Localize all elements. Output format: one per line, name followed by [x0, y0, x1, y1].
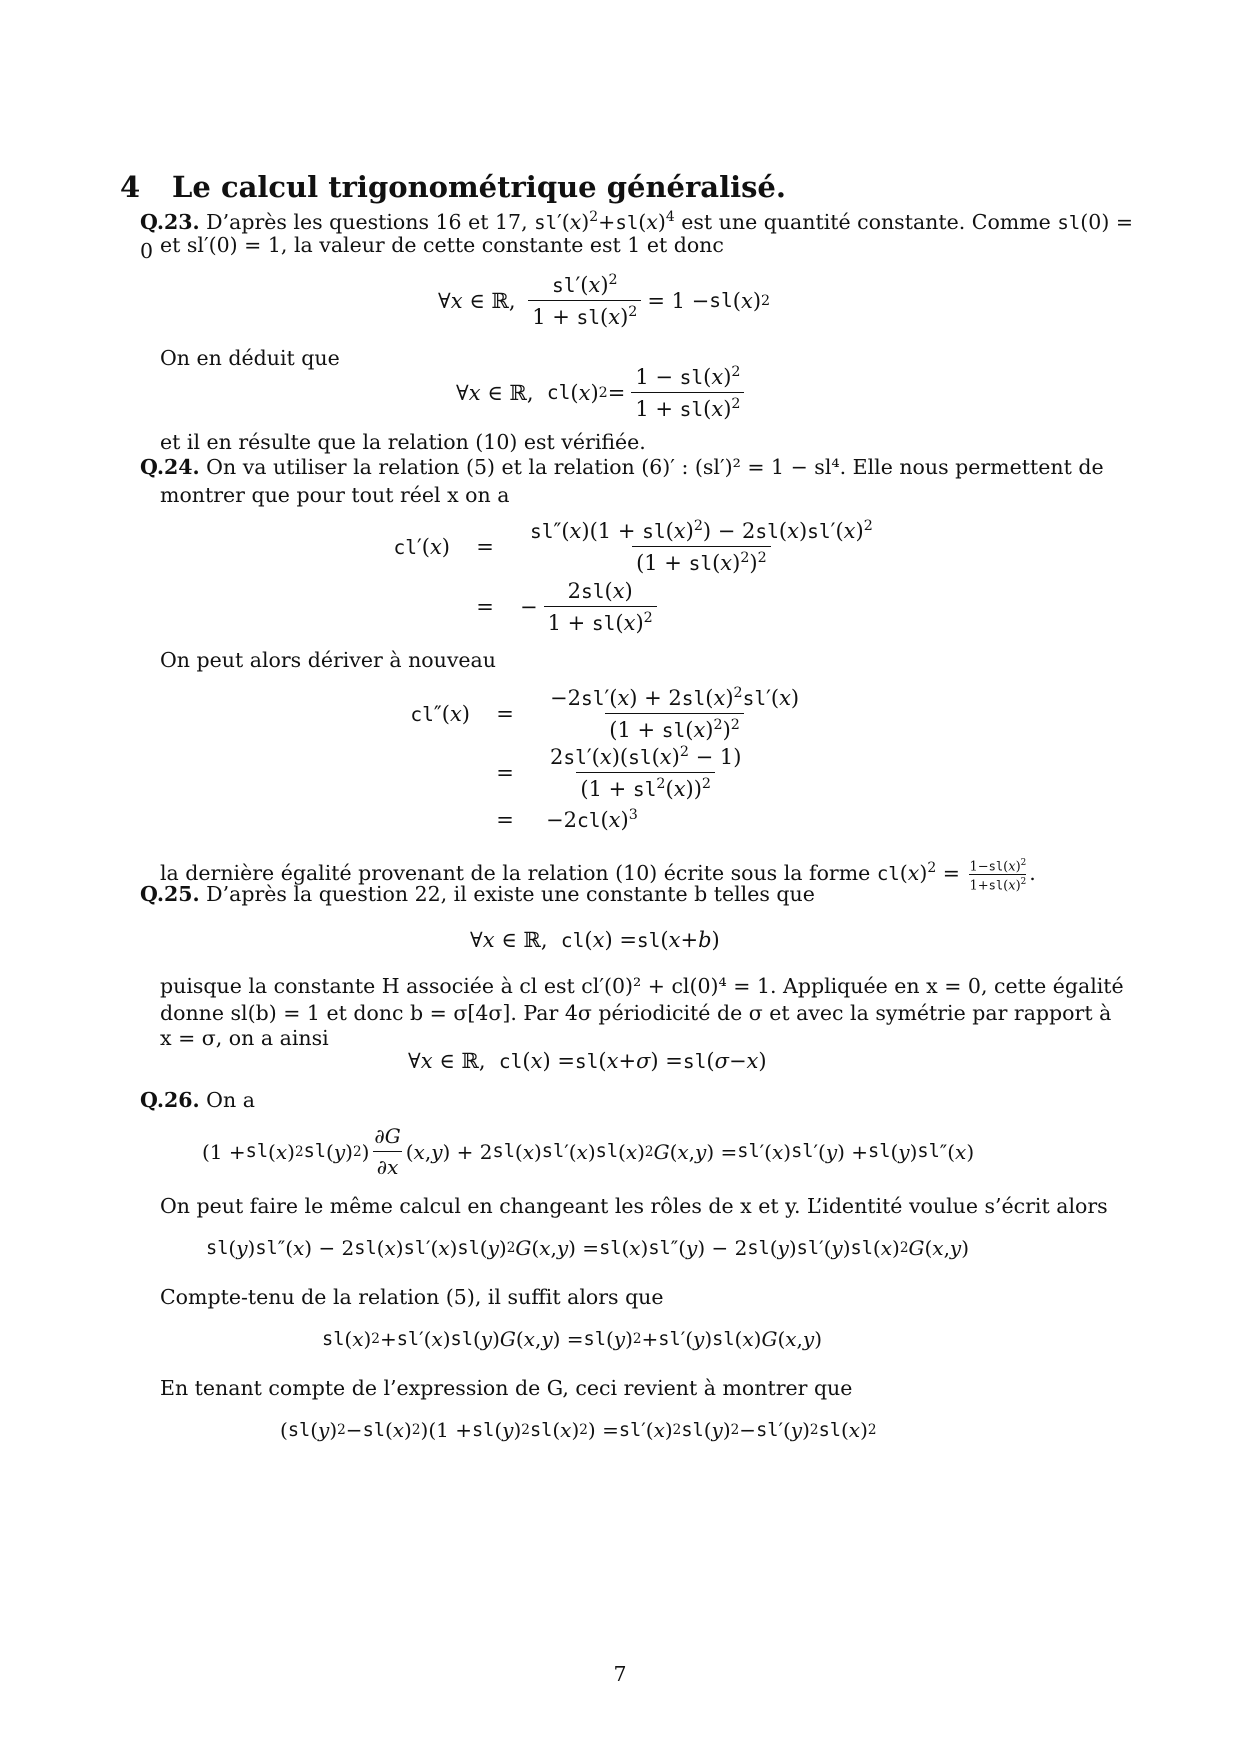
q26-p3: En tenant compte de l’expression de G, ceci revient à montrer que — [160, 1376, 853, 1400]
q23-intro-a: D’après les questions 16 et 17, — [206, 209, 528, 234]
q23-line2: et sl′(0) = 1, la valeur de cette constante est 1 et donc — [160, 233, 724, 257]
q26-eq3: sl ( x ) 2 + sl ′( x ) sl ( y ) G ( x , y ) = sl ( y ) 2 + sl ′( y ) sl ( x ) G ( x , y ) — [322, 1327, 823, 1351]
q24-last: la dernière égalité provenant de la relation (10) écrite sous la forme $cl(x)^2$ = $\frac{1-sl(x)^2}{1+sl(x)^2}$ . — [160, 857, 1036, 894]
q24-intro: On va utiliser la relation (5) et la relation (6)′ : (sl′)² = 1 − sl⁴. Elle nous permettent de — [206, 455, 1104, 479]
q26-p1: On peut faire le même calcul en changeant les rôles de x et y. L’identité voulue s’écrit alors — [160, 1194, 1108, 1218]
q24-derive: On peut alors dériver à nouveau — [160, 648, 496, 672]
q26-eq4: ( sl ( y ) 2 − sl ( x ) 2 )(1 + sl ( y ) 2 sl ( x ) 2 ) = sl ′( x ) 2 sl ( y ) 2 − sl ′( y ) 2 sl ( x ) 2 — [280, 1418, 877, 1442]
q24-paragraph — [140, 453, 1140, 481]
page-number: 7 — [613, 1662, 627, 1686]
q23-result: et il en résulte que la relation (10) est vérifiée. — [160, 430, 646, 454]
q25-p1: puisque la constante H associée à cl est cl′(0)² + cl(0)⁴ = 1. Appliquée en x = 0, cette égalité — [160, 974, 1124, 998]
q24-last-text: la dernière égalité provenant de la relation (10) écrite sous la forme — [160, 860, 871, 885]
q25-p2: donne sl(b) = 1 et donc b = σ[4σ]. Par 4σ périodicité de σ et avec la symétrie par rapport à — [160, 1001, 1112, 1025]
q26-paragraph — [140, 1086, 1140, 1114]
section-number: 4 — [120, 170, 141, 204]
q25-eq1: ∀ x ∈ ℝ, cl ( x ) = sl ( x + b ) — [470, 928, 720, 952]
section-title: Le calcul trigonométrique généralisé. — [172, 170, 786, 204]
q26-p2: Compte-tenu de la relation (5), il suffit alors que — [160, 1285, 664, 1309]
q25-p3: x = σ, on a ainsi — [160, 1026, 329, 1050]
q25-intro: D’après la question 22, il existe une constante b telles que — [206, 882, 815, 906]
q23-label: Q.23. — [140, 209, 200, 234]
q24-derivation-1: cl′(x) = $\frac{sl''(x)(1 + sl(x)^2) - 2sl(x)sl'(x)^2}{(1 + sl(x)^2)^2}$ = − $\frac{2sl(x)}{1 + sl(x)^2}$ — [393, 518, 873, 635]
q26-eq2: sl ( y ) sl ″( x ) − 2 sl ( x ) sl ′( x ) sl ( y ) 2 G ( x , y ) = sl ( x ) sl ″( y ) − 2 sl ( y ) sl ′( y ) sl ( x ) 2 G ( x , y ) — [206, 1236, 970, 1260]
q26-label: Q.26. — [140, 1088, 200, 1112]
q23-deduce: On en déduit que — [160, 346, 340, 370]
q25-eq2: ∀ x ∈ ℝ, cl ( x ) = sl ( x + σ ) = sl ( σ − x ) — [408, 1049, 767, 1073]
q24-line2: montrer que pour tout réel x on a — [160, 483, 510, 507]
q24-derivation-2: cl″(x) = $\frac{-2sl'(x) + 2sl(x)^2sl'(x)}{(1 + sl(x)^2)^2}$ = $\frac{2sl'(x)(sl(x)^2 - 1)}{(1 + sl^2(x))^2}$ = $-2cl(x)^3$ — [410, 685, 800, 832]
q25-paragraph — [140, 880, 1140, 908]
q24-label: Q.24. — [140, 455, 200, 479]
section-heading — [120, 170, 786, 204]
q23-eq2: ∀ x ∈ ℝ, cl ( x ) 2 = $\frac{1 - sl(x)^2}{1 + sl(x)^2}$ — [456, 364, 750, 421]
q26-intro: On a — [206, 1088, 255, 1112]
q23-intro-b: est une quantité constante. Comme — [681, 209, 1051, 234]
q26-eq1: (1 + sl ( x ) 2 sl ( y ) 2 ) $\frac{\partial G}{\partial x}$ ( x , y ) + 2 sl ( x ) sl ′( x ) sl ( x ) 2 G ( x , y ) = sl ′( x ) sl ′( y ) + sl ( y ) sl ″( x ) — [202, 1124, 975, 1179]
q23-eq1: ∀ x ∈ ℝ, $\frac{sl'(x)^2}{1 + sl(x)^2}$ = 1 − sl ( x ) 2 — [438, 272, 771, 329]
q25-label: Q.25. — [140, 882, 200, 906]
q23-paragraph: Q.23. D’après les questions 16 et 17, $sl'(x)^2+sl(x)^4$ est une quantité constante. Comme sl(0) = 0 — [140, 209, 1134, 263]
